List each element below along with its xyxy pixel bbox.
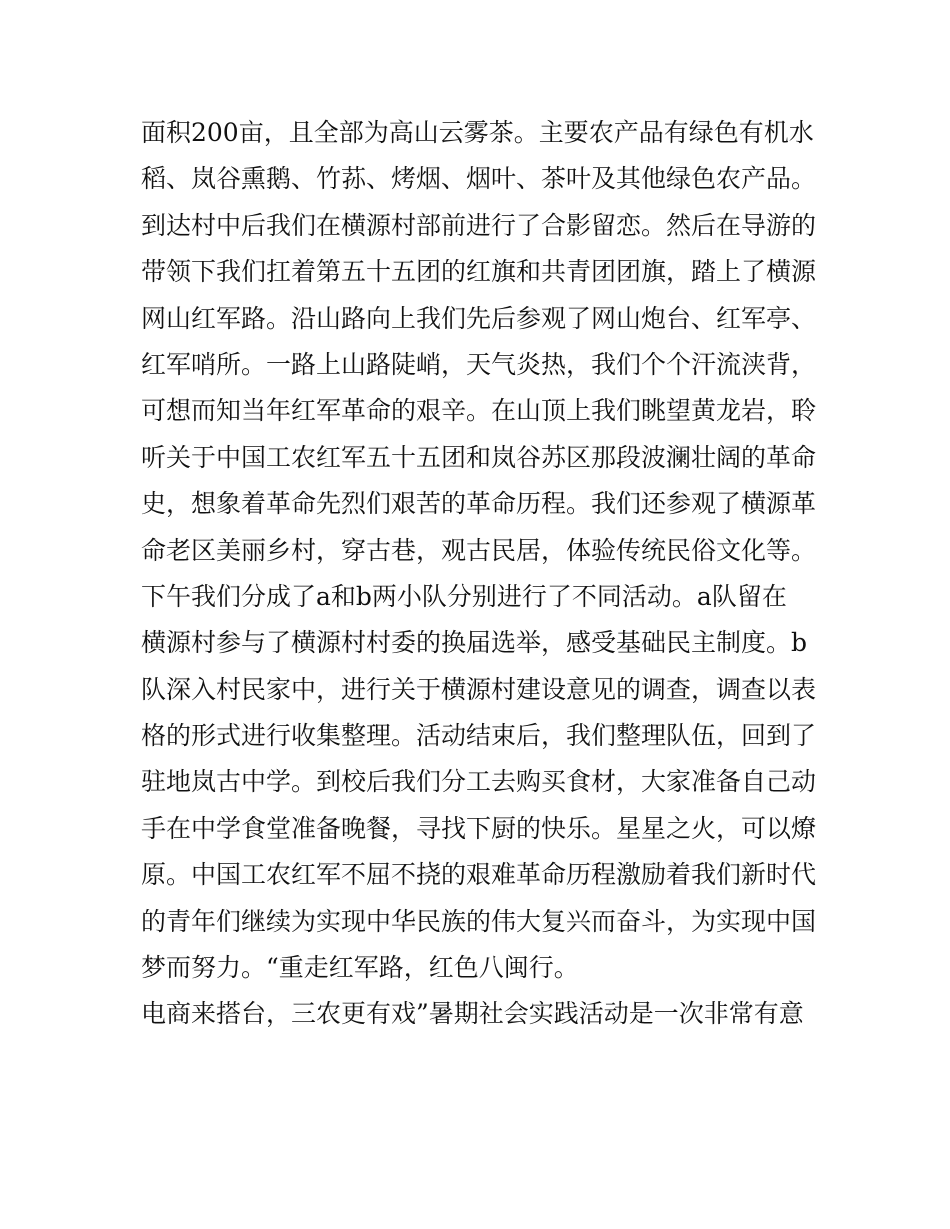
- text-line: 命老区美丽乡村，穿古巷，观古民居，体验传统民俗文化等。: [141, 535, 817, 565]
- text-line: 到达村中后我们在横源村部前进行了合影留恋。然后在导游的: [141, 210, 817, 240]
- text-line: 网山红军路。沿山路向上我们先后参观了网山炮台、红军亭、: [141, 303, 817, 333]
- body-text: [141, 110, 821, 1038]
- text-line: 手在中学食堂准备晚餐，寻找下厨的快乐。星星之火，可以燎: [141, 813, 817, 843]
- text-line: 听关于中国工农红军五十五团和岚谷苏区那段波澜壮阔的革命: [141, 442, 817, 472]
- text-line: 队深入村民家中，进行关于横源村建设意见的调查，调查以表: [141, 674, 817, 704]
- text-line: 红军哨所。一路上山路陡峭，天气炎热，我们个个汗流浃背，: [141, 349, 817, 379]
- text-line: 史，想象着革命先烈们艰苦的革命历程。我们还参观了横源革: [141, 489, 817, 519]
- text-line: 梦而努力。“重走红军路，红色八闽行。: [141, 953, 579, 983]
- text-line: 驻地岚古中学。到校后我们分工去购买食材，大家准备自己动: [141, 767, 817, 797]
- text-line: 电商来搭台，三农更有戏”暑期社会实践活动是一次非常有意: [141, 999, 804, 1029]
- text-line: 可想而知当年红军革命的艰辛。在山顶上我们眺望黄龙岩，聆: [141, 396, 817, 426]
- text-line: 原。中国工农红军不屈不挠的艰难革命历程激励着我们新时代: [141, 860, 817, 890]
- text-line: 格的形式进行收集整理。活动结束后，我们整理队伍，回到了: [141, 721, 817, 751]
- text-line: 面积200亩，且全部为高山云雾茶。主要农产品有绿色有机水: [141, 118, 814, 147]
- text-line: 的青年们继续为实现中华民族的伟大复兴而奋斗，为实现中国: [141, 906, 817, 936]
- text-line: 稻、岚谷熏鹅、竹荪、烤烟、烟叶、茶叶及其他绿色农产品。: [141, 164, 817, 194]
- text-line: 下午我们分成了a和b两小队分别进行了不同活动。a队留在: [141, 581, 787, 611]
- text-line: 横源村参与了横源村村委的换届选举，感受基础民主制度。b: [141, 628, 808, 658]
- text-line: 带领下我们扛着第五十五团的红旗和共青团团旗，踏上了横源: [141, 257, 817, 287]
